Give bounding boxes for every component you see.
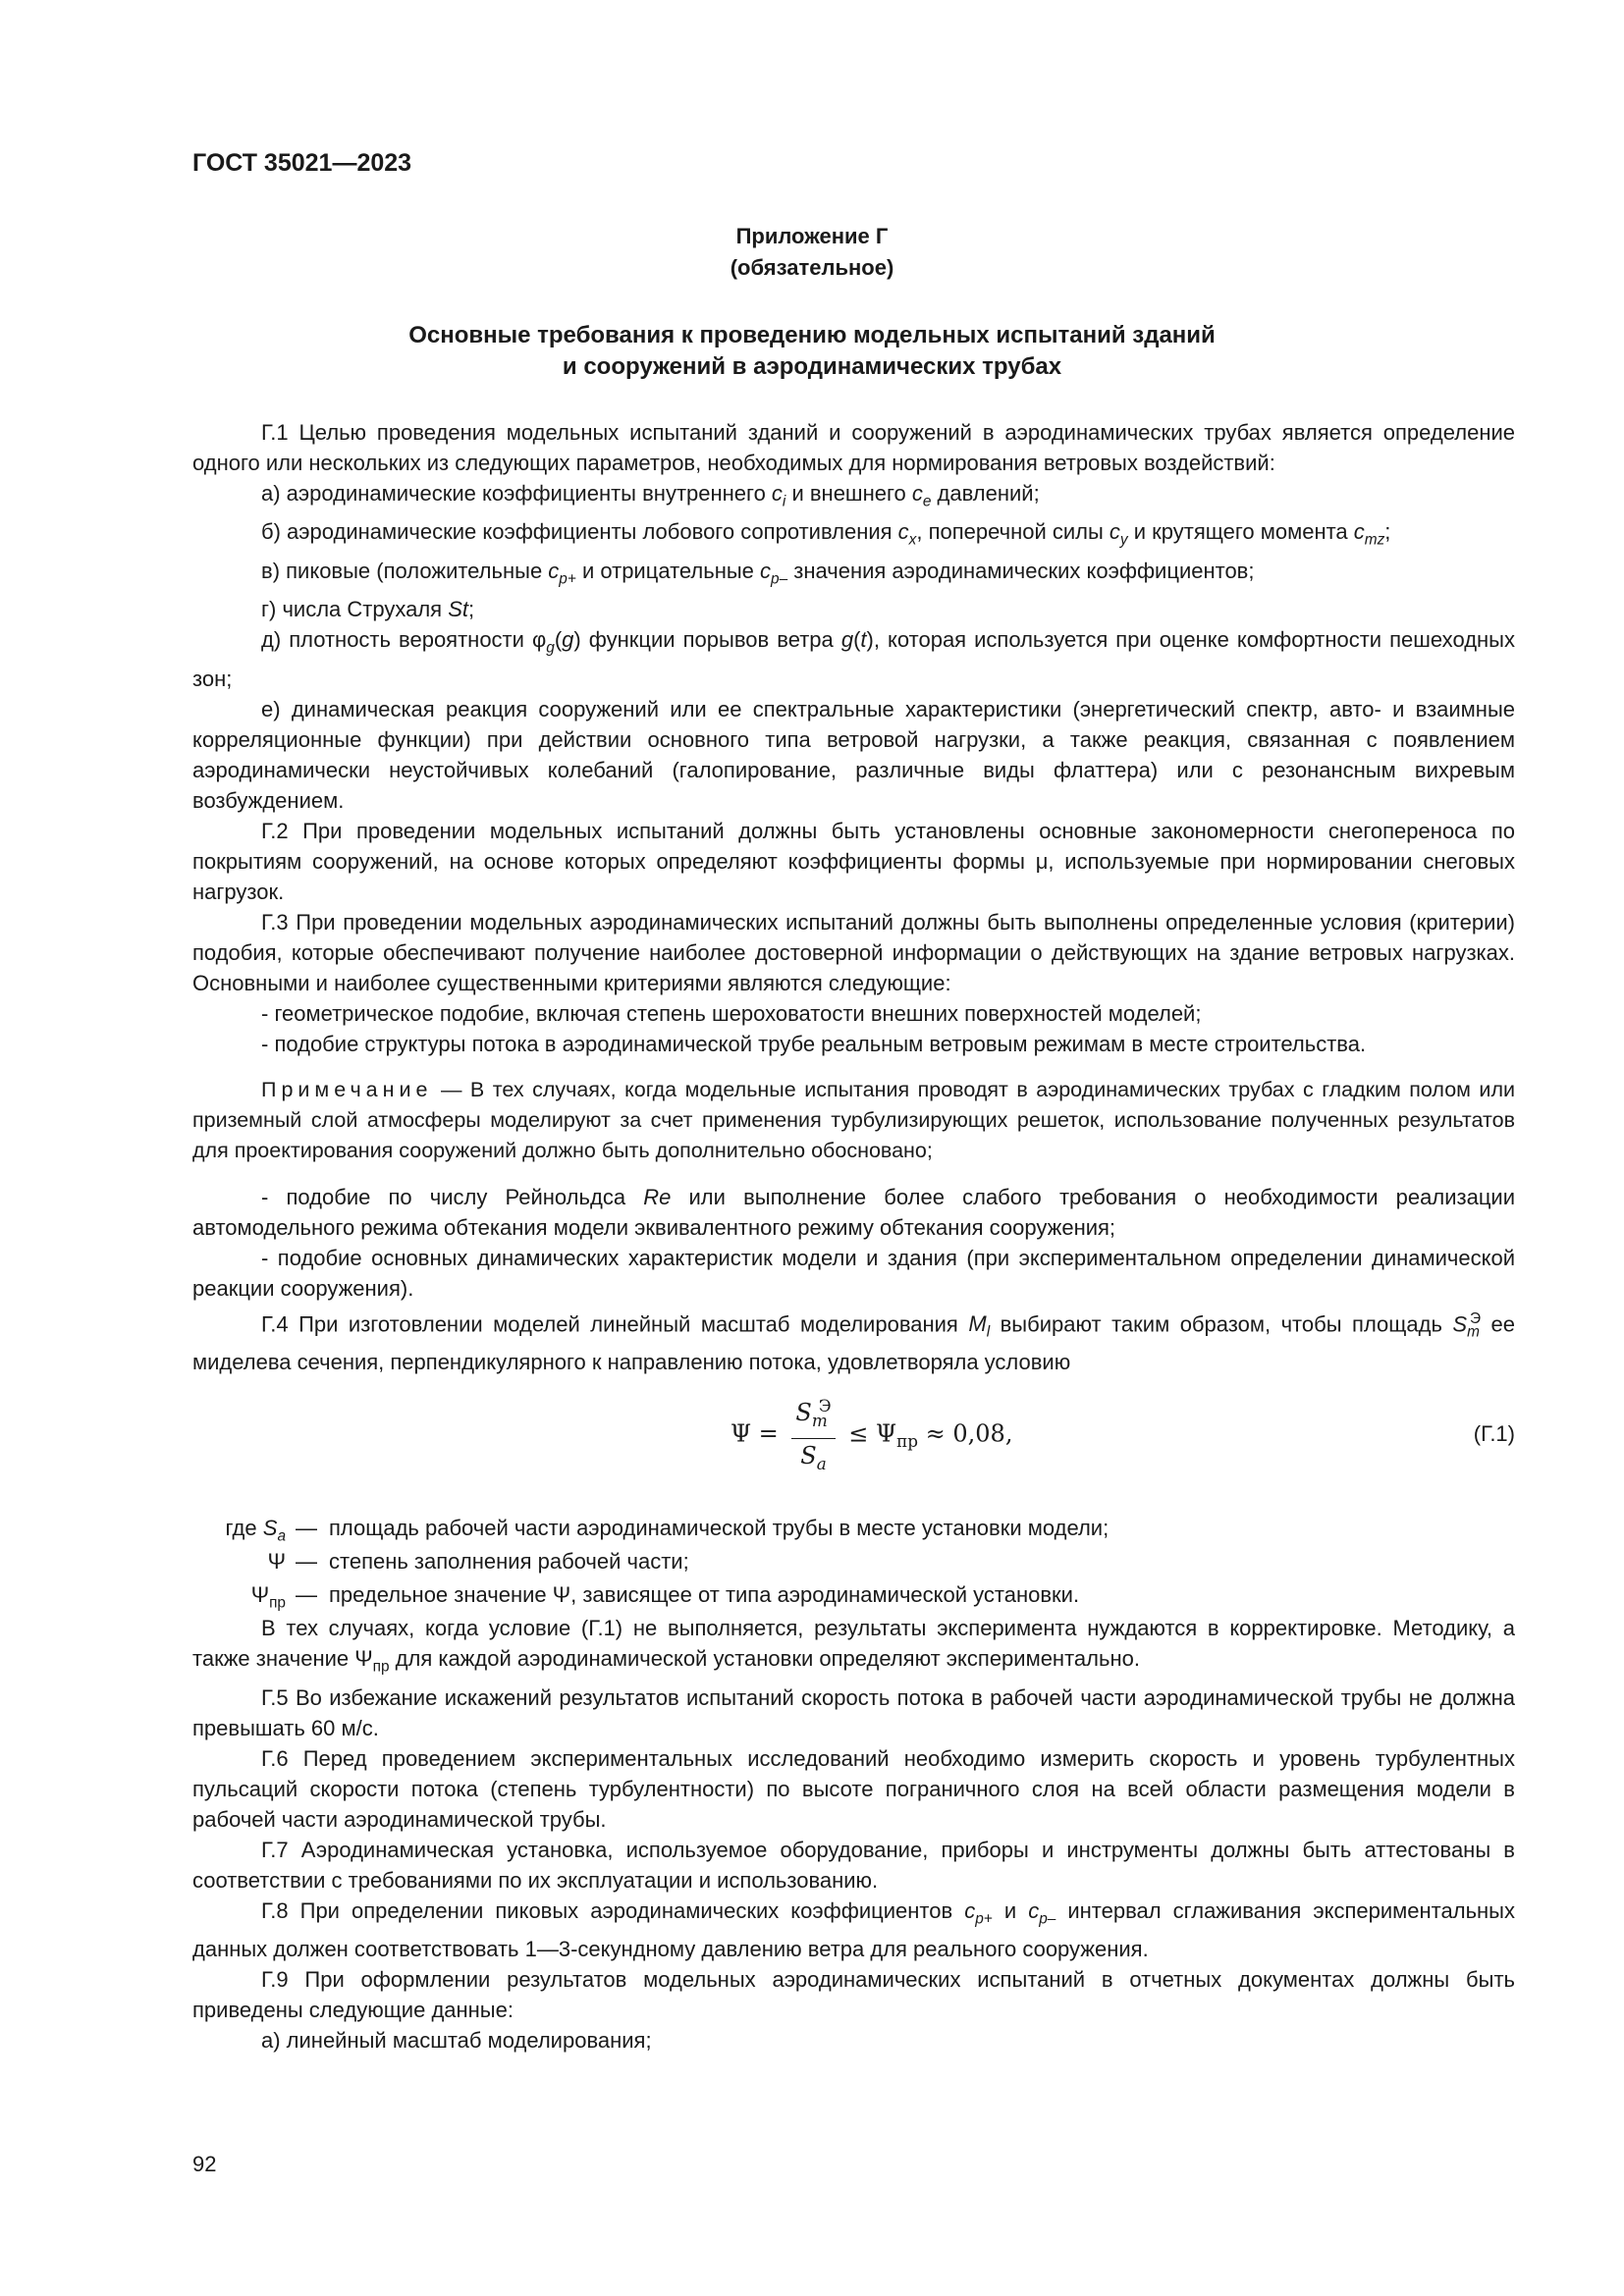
g9-intro: Г.9 При оформлении результатов модельных аэродинамических испытаний в отчетных документах должны быть приведены следующие данные: [192,1967,1515,2023]
g8-paragraph: Г.8 При определении пиковых аэродинамических коэффициентов $c_{p+}$ и $c_{p-}$ интервал сглаживания экспериментальных данных должен соответствовать 1—3-секундному давлению ветра для реального сооружения. [192,1897,1515,1962]
g9-item-a: а) линейный масштаб моделирования; [261,2028,652,2054]
appendix-title-line1: Основные требования к проведению модельных испытаний зданий [408,322,1216,348]
g7-paragraph: Г.7 Аэродинамическая установка, используемое оборудование, приборы и инструменты должны быть аттестованы в соответствии с требованиями по их эксплуатации и использованию. [192,1837,1515,1893]
document-body [192,417,1515,2056]
definition-psi: Ψ — степень заполнения рабочей части; [267,1549,689,1575]
appendix-title-line2: и сооружений в аэродинамических трубах [562,353,1062,380]
g3-intro: Г.3 При проведении модельных аэродинамических испытаний должны быть выполнены определенные условия (критерии) подобия, которые обеспечивают получение наиболее достоверной информации о действующих на здание ветровых нагрузках. Основными и наиболее существенными критериями являются следующие: [192,909,1515,995]
g3-note: Примечание — В тех случаях, когда модельные испытания проводят в аэродинамических трубах с гладким полом или приземный слой атмосферы моделируют за счет применения турбулизирующих решеток, использование полученных результатов для проектирования сооружений должно быть дополнительно обосновано; [192,1077,1515,1162]
g3-item-4: - подобие основных динамических характеристик модели и здания (при экспериментальном определении динамической реакции сооружения). [192,1245,1515,1301]
g1-intro: Г.1 Целью проведения модельных испытаний зданий и сооружений в аэродинамических трубах является определение одного или нескольких из следующих параметров, необходимых для нормирования ветровых воздействий: [192,420,1515,475]
g3-item-1: - геометрическое подобие, включая степень шероховатости внешних поверхностей моделей; [261,1000,1202,1026]
formula-tail: ≈ 0,08, [925,1419,1013,1448]
formula-number: (Г.1) [1473,1421,1515,1447]
g1-item-d: д) плотность вероятности $\varphi_g(g)$ функции порывов ветра g(t), которая используется при оценке комфортности пешеходных зон; [192,627,1515,691]
note-label: Примечание [261,1077,433,1101]
where-definitions [192,1513,1515,1613]
g6-paragraph: Г.6 Перед проведением экспериментальных исследований необходимо измерить скорость и уровень турбулентных пульсаций скорости потока (степень турбулентности) по высоте пограничного слоя на всей области размещения модели в рабочей части аэродинамической трубы. [192,1745,1515,1832]
page-number: 92 [192,2152,217,2176]
definition-sa: где $S_a$ — площадь рабочей части аэродинамической трубы в месте установки модели; [225,1516,1110,1545]
g3-item-2: - подобие структуры потока в аэродинамической трубе реальным ветровым режимам в месте строительства. [261,1031,1367,1056]
appendix-label: Приложение Г [735,224,889,248]
g1-item-g: г) числа Струхаля St; [261,597,475,622]
standard-header: ГОСТ 35021—2023 [192,149,412,177]
g1-item-b: б) аэродинамические коэффициенты лобового сопротивления $c_x$, поперечной силы $c_y$ и крутящего момента $c_{mz}$; [261,519,1391,549]
g2-paragraph: Г.2 При проведении модельных испытаний должны быть установлены основные закономерности снегопереноса по покрытиям сооружений, на основе которых определяют коэффициенты формы μ, используемые при нормировании снеговых нагрузок. [192,818,1515,904]
definition-psi-pr: $\Psi_{пр}$ — предельное значение Ψ, зависящее от типа аэродинамической установки. [250,1582,1080,1612]
g5-paragraph: Г.5 Во избежание искажений результатов испытаний скорость потока в рабочей части аэродинамической трубы не должна превышать 60 м/с. [192,1684,1515,1740]
appendix-status: (обязательное) [730,255,894,280]
g4-after: В тех случаях, когда условие (Г.1) не выполняется, результаты эксперимента нуждаются в корректировке. Методику, а также значение $\Psi_{пр}$ для каждой аэродинамической установки определяют экспериментально. [192,1616,1515,1676]
g1-item-e: е) динамическая реакция сооружений или ее спектральные характеристики (энергетический спектр, авто- и взаимные корреляционные функции) при действии основного типа ветровой нагрузки, а также реакция, связанная с появлением аэродинамически неустойчивых колебаний (галопирование, различные виды флаттера) или с резонансным вихревым возбуждением. [192,696,1515,813]
g4-paragraph: Г.4 При изготовлении моделей линейный масштаб моделирования $M_l$ выбирают таким образом, чтобы площадь $S_m^Э$ ее миделева сечения, перпендикулярного к направлению потока, удовлетворяла условию [192,1309,1515,1375]
g1-item-a: а) аэродинамические коэффициенты внутреннего $c_i$ и внешнего $c_e$ давлений; [261,481,1040,510]
formula-expression: Ψ = $\frac{S_m^Э}{S_a}$ ≤ $\Psi_{пр} \approx 0,08$, [731,1391,1012,1479]
g1-item-v: в) пиковые (положительные $c_{p+}$ и отрицательные $c_{p-}$ значения аэродинамических коэффициентов; [261,558,1255,588]
formula-g1 [192,1391,1515,1493]
g3-item-3: - подобие по числу Рейнольдса Re или выполнение более слабого требования о необходимости реализации автомодельного режима обтекания модели эквивалентного режиму обтекания сооружения; [192,1184,1515,1240]
